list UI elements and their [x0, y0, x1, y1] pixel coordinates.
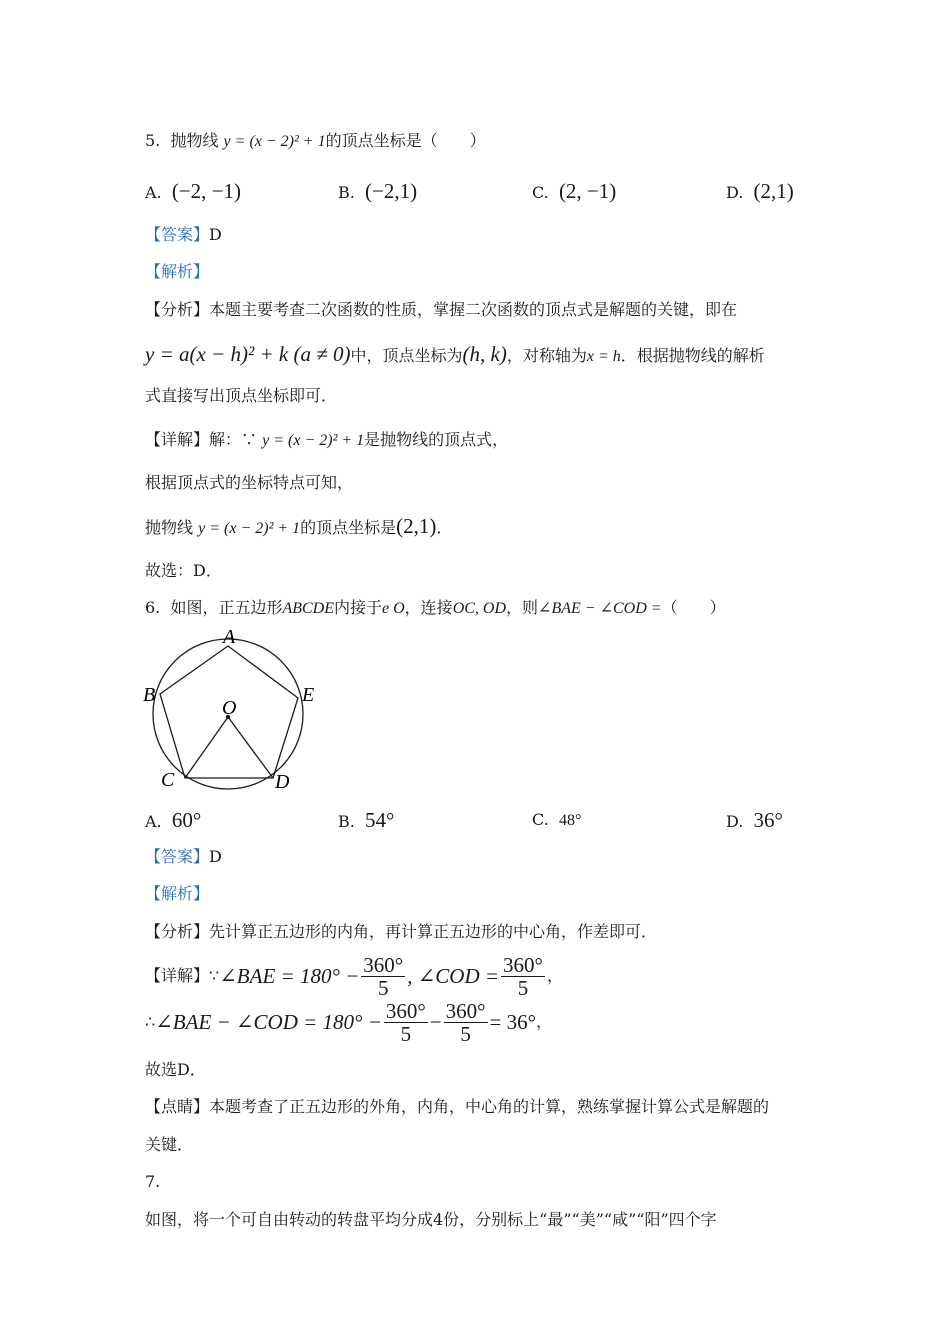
q6-xiangjie-line1: 【详解】 ∵ ∠BAE = 180° − $\frac{360^\circ}{5}$ , ∠COD = $\frac{360^\circ}{5}$ ，: [145, 952, 563, 1000]
fraction-360-over-5: $\frac{360^\circ}{5}$: [385, 998, 426, 1046]
q5-option-b: B. (−2,1): [338, 179, 418, 203]
q5-choose: 故选：D．: [145, 561, 222, 580]
q6-option-a: A. 60°: [145, 808, 202, 832]
q5-option-a: A. (−2, −1): [145, 179, 241, 203]
pentagon-figure: [135, 625, 335, 800]
fraction-360-over-5: $\frac{360^\circ}{5}$: [503, 952, 543, 1000]
label-b: B: [143, 684, 156, 706]
q5-fenxi-line1: 【分析】本题主要考查二次函数的性质，掌握二次函数的顶点式是解题的关键，即在: [145, 300, 738, 319]
q5-xiangjie-line1: 【详解】解：∵ y = (x − 2)² + 1是抛物线的顶点式，: [145, 430, 509, 449]
q6-answer: 【答案】D: [145, 847, 222, 866]
q7-number: 7.: [145, 1172, 161, 1191]
label-d: D: [275, 771, 290, 793]
fraction-360-over-5: $\frac{360^\circ}{5}$: [363, 952, 404, 1000]
q6-dianjing-line1: 【点睛】本题考查了正五边形的外角，内角，中心角的计算，熟练掌握计算公式是解题的: [145, 1097, 770, 1116]
segment-od: [228, 717, 273, 778]
q6-choose: 故选D．: [145, 1060, 206, 1079]
q5-fenxi-line2: y = a(x − h)² + k (a ≠ 0)中，顶点坐标为(h, k)，对称轴为x = h．根据抛物线的解析: [145, 342, 765, 366]
q6-option-b: B. 54°: [338, 808, 395, 832]
label-o: O: [222, 697, 237, 719]
q6-option-c: C. 48°: [532, 810, 582, 829]
q6-xiangjie-line2: ∴ ∠BAE − ∠COD = 180° − $\frac{360^\circ}{5}$ − $\frac{360^\circ}{5}$ = 36° ，: [145, 998, 553, 1046]
q5-xiangjie-line3: 抛物线 y = (x − 2)² + 1的顶点坐标是(2,1)．: [145, 514, 453, 538]
label-e: E: [302, 684, 315, 706]
q6-analysis-tag: 【解析】: [145, 884, 210, 903]
fraction-360-over-5: $\frac{360^\circ}{5}$: [445, 998, 486, 1046]
q6-dianjing-line2: 关键．: [145, 1135, 194, 1154]
q5-analysis-tag: 【解析】: [145, 262, 210, 281]
q5-answer: 【答案】D: [145, 225, 222, 244]
q5-formula: y = (x − 2)² + 1: [223, 133, 326, 150]
q6-stem: 6. 如图，正五边形ABCDE内接于e O，连接OC, OD，则∠BAE − ∠COD =（ ）: [145, 598, 726, 617]
q5-fenxi-line3: 式直接写出顶点坐标即可．: [145, 386, 338, 405]
q5-option-d: D. (2,1): [726, 179, 794, 203]
label-a: A: [223, 626, 236, 648]
q5-stem: 5. 抛物线 y = (x − 2)² + 1的顶点坐标是（ ）: [145, 131, 486, 150]
q6-option-d: D. 36°: [726, 808, 783, 832]
q6-fenxi: 【分析】先计算正五边形的内角，再计算正五边形的中心角，作差即可．: [145, 922, 658, 941]
q5-option-c: C. (2, −1): [532, 179, 617, 203]
segment-oc: [185, 717, 228, 778]
q6-number: 6.: [145, 598, 161, 617]
label-c: C: [161, 769, 175, 791]
q7-stem: 如图，将一个可自由转动的转盘平均分成4份，分别标上“最”“美”“咸”“阳”四个字: [145, 1210, 717, 1229]
q5-xiangjie-line2: 根据顶点式的坐标特点可知，: [145, 473, 354, 492]
q5-number: 5.: [145, 131, 161, 150]
